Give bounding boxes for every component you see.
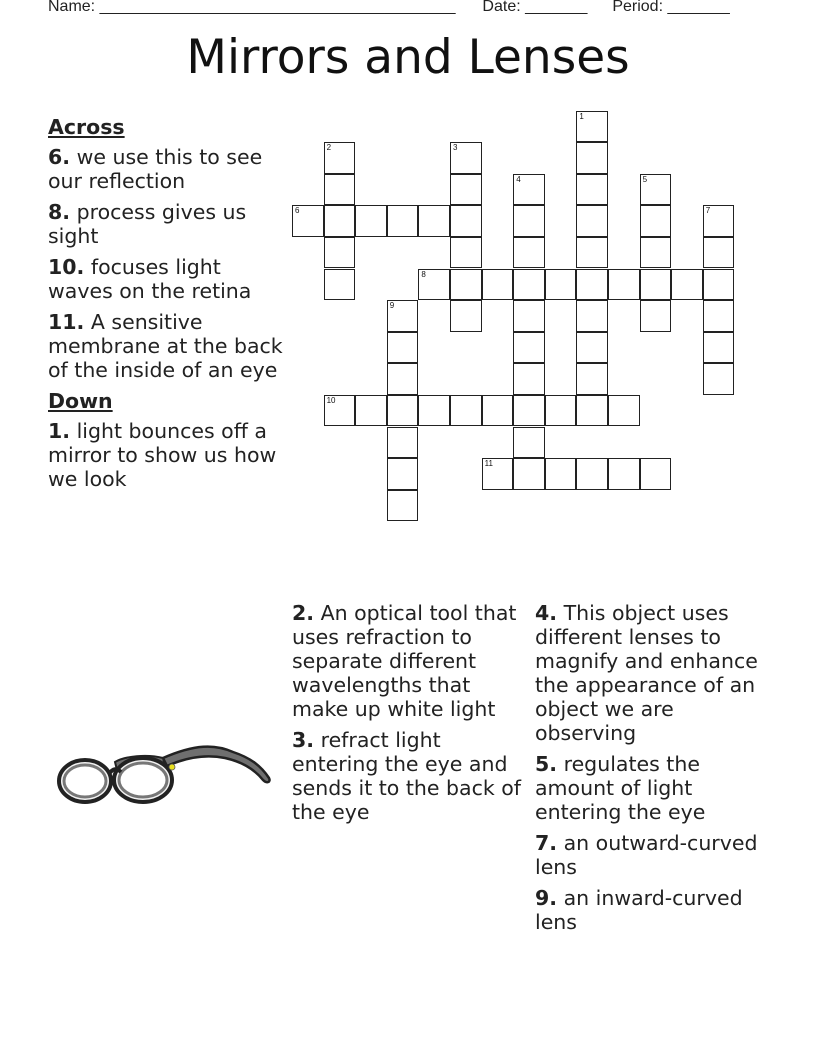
crossword-cell[interactable] [576,174,608,206]
crossword-cell[interactable] [450,395,482,427]
clue-down-3 [292,728,528,824]
crossword-cell[interactable] [387,458,419,490]
crossword-cell[interactable] [324,269,356,301]
name-blank[interactable]: ________________________________________ [99,0,456,15]
clue-number: 7. [535,831,558,855]
crossword-cell[interactable] [387,427,419,459]
crossword-cell[interactable] [545,395,577,427]
cell-number: 1 [579,111,584,121]
crossword-cell[interactable] [576,269,608,301]
date-label: Date: [482,0,521,15]
crossword-cell[interactable] [640,300,672,332]
crossword-cell[interactable] [450,174,482,206]
crossword-cell[interactable] [324,237,356,269]
clue-across-6 [48,145,283,193]
clue-number: 2. [292,601,315,625]
period-blank[interactable]: _______ [667,0,730,15]
crossword-cell[interactable] [703,269,735,301]
crossword-cell[interactable] [703,363,735,395]
crossword-cell[interactable] [324,174,356,206]
crossword-cell[interactable] [482,269,514,301]
clue-text: process gives us sight [48,200,247,248]
name-label: Name: [48,0,96,15]
clue-down-9 [535,886,775,934]
crossword-cell[interactable] [576,205,608,237]
clues-right-column [535,601,775,941]
clue-across-11 [48,310,283,382]
crossword-cell[interactable] [545,458,577,490]
crossword-cell[interactable] [513,458,545,490]
crossword-cell[interactable] [671,269,703,301]
across-heading: Across [48,115,125,139]
crossword-cell[interactable] [640,458,672,490]
crossword-cell[interactable] [450,205,482,237]
crossword-cell[interactable] [576,142,608,174]
cell-number: 8 [421,269,426,279]
clue-text: an inward-curved lens [535,886,743,934]
crossword-cell[interactable] [576,332,608,364]
crossword-cell[interactable] [418,205,450,237]
crossword-cell[interactable] [576,395,608,427]
crossword-cell[interactable] [513,300,545,332]
clue-number: 9. [535,886,558,910]
date-blank[interactable]: _______ [525,0,588,15]
clue-number: 8. [48,200,71,224]
crossword-cell[interactable] [387,300,419,332]
clue-text: A sensitive membrane at the back of the inside of an eye [48,310,283,382]
cell-number: 7 [705,206,711,216]
crossword-cell[interactable] [703,237,735,269]
crossword-cell[interactable] [513,332,545,364]
crossword-cell[interactable] [703,332,735,364]
crossword-cell[interactable] [418,269,450,301]
crossword-cell[interactable] [640,174,672,206]
crossword-cell[interactable] [513,269,545,301]
page-title: Mirrors and Lenses [186,30,630,85]
clues-middle-column [292,601,528,831]
clue-text: an outward-curved lens [535,831,758,879]
clue-text: An optical tool that uses refraction to separate different wavelengths that make up white light [292,601,517,721]
crossword-cell[interactable] [387,332,419,364]
clue-number: 10. [48,255,85,279]
crossword-cell[interactable] [576,300,608,332]
crossword-cell[interactable] [608,395,640,427]
clue-text: refract light entering the eye and sends it to the back of the eye [292,728,521,824]
crossword-cell[interactable] [703,300,735,332]
clue-number: 1. [48,419,71,443]
crossword-cell[interactable] [387,490,419,522]
cell-number: 2 [326,143,332,153]
crossword-cell[interactable] [418,395,450,427]
clue-number: 6. [48,145,71,169]
crossword-cell[interactable] [355,395,387,427]
crossword-cell[interactable] [324,395,356,427]
clue-text: we use this to see our reflection [48,145,263,193]
crossword-cell[interactable] [292,205,324,237]
crossword-cell[interactable] [513,363,545,395]
crossword-cell[interactable] [703,205,735,237]
cell-number: 6 [295,206,300,216]
crossword-cell[interactable] [640,269,672,301]
crossword-cell[interactable] [513,427,545,459]
cell-number: 11 [484,459,493,469]
down-heading: Down [48,389,113,413]
clue-text: focuses light waves on the retina [48,255,252,303]
crossword-cell[interactable] [450,237,482,269]
crossword-cell[interactable] [608,458,640,490]
crossword-cell[interactable] [450,142,482,174]
cell-number: 4 [516,174,521,184]
crossword-cell[interactable] [513,205,545,237]
crossword-cell[interactable] [513,174,545,206]
crossword-cell[interactable] [576,458,608,490]
period-label: Period: [612,0,664,15]
crossword-cell[interactable] [450,269,482,301]
clues-left-column [48,115,283,498]
clue-down-2 [292,601,528,721]
crossword-cell[interactable] [545,269,577,301]
clue-down-4 [535,601,775,745]
clue-down-7 [535,831,775,879]
clue-text: This object uses different lenses to magnify and enhance the appearance of an object we are observing [535,601,758,745]
crossword-cell[interactable] [387,395,419,427]
crossword-cell[interactable] [387,363,419,395]
clue-down-1 [48,419,283,491]
clue-across-10 [48,255,283,303]
cell-number: 3 [453,143,458,153]
eyeglasses-icon [55,740,277,806]
crossword-cell[interactable] [513,395,545,427]
clue-down-5 [535,752,775,824]
crossword-cell[interactable] [640,237,672,269]
clue-number: 3. [292,728,315,752]
crossword-cell[interactable] [608,269,640,301]
crossword-cell[interactable] [450,300,482,332]
crossword-cell[interactable] [640,205,672,237]
clue-number: 5. [535,752,558,776]
cell-number: 5 [642,174,648,184]
crossword-cell[interactable] [482,458,514,490]
clue-number: 4. [535,601,558,625]
crossword-cell[interactable] [576,111,608,143]
crossword-cell[interactable] [482,395,514,427]
clue-number: 11. [48,310,85,334]
crossword-cell[interactable] [576,237,608,269]
crossword-cell[interactable] [513,237,545,269]
clue-across-8 [48,200,283,248]
clue-text: light bounces off a mirror to show us how we look [48,419,277,491]
crossword-cell[interactable] [324,142,356,174]
crossword-cell[interactable] [576,363,608,395]
crossword-cell[interactable] [387,205,419,237]
crossword-cell[interactable] [355,205,387,237]
cell-number: 10 [326,395,336,405]
clue-text: regulates the amount of light entering the eye [535,752,706,824]
cell-number: 9 [389,301,395,311]
student-info-header [48,0,748,16]
crossword-cell[interactable] [324,205,356,237]
